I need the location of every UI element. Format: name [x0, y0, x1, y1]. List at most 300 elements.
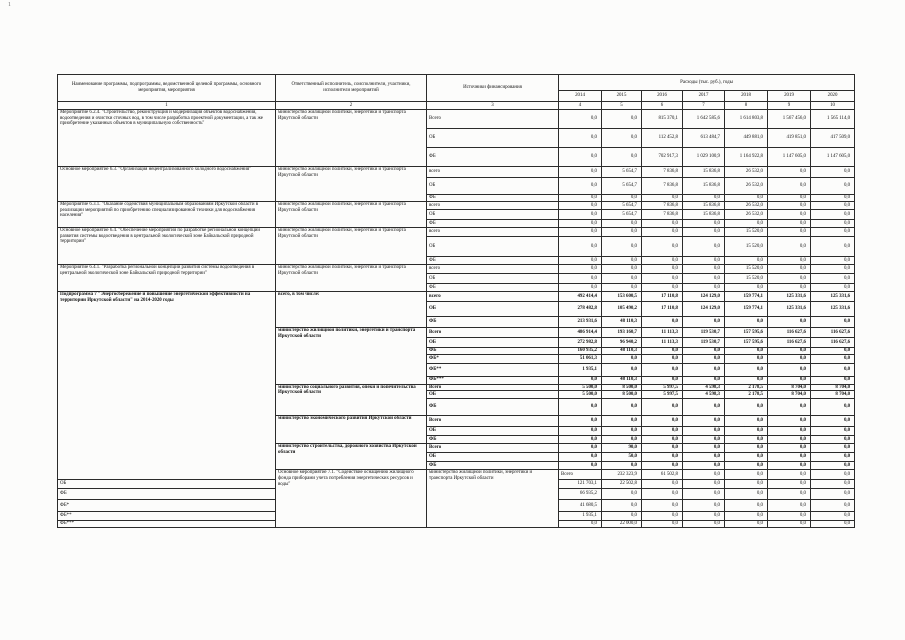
- amount-cell: 66 935,2: [559, 489, 602, 500]
- table-row: [58, 292, 855, 302]
- amount-cell: 0,0: [768, 427, 811, 436]
- program-name-cell: Мероприятие 6.4.1. "Разработка региональной концепции развития системы водоотведения в центральной экологической зоне Байкальской природной территории": [58, 265, 276, 292]
- amount-cell: 0,0: [725, 480, 768, 489]
- amount-cell: 22 502,8: [602, 480, 642, 489]
- amount-cell: 1 164 922,8: [725, 148, 768, 167]
- amount-cell: 0,0: [683, 416, 725, 427]
- amount-cell: 51 061,3: [559, 354, 602, 363]
- amount-cell: 0,0: [642, 500, 683, 512]
- amount-cell: 0,0: [559, 265, 602, 274]
- table-header: [58, 75, 855, 110]
- amount-cell: 160 935,2: [559, 348, 602, 355]
- executor-cell: министерство жилищной политики, энергетики и транспорта Иркутской области: [276, 167, 427, 202]
- amount-cell: 0,0: [683, 363, 725, 376]
- amount-cell: 22 000,0: [602, 521, 642, 528]
- amount-cell: 0,0: [683, 228, 725, 237]
- amount-cell: 125 331,6: [768, 292, 811, 302]
- amount-cell: 0,0: [811, 453, 855, 462]
- amount-cell: 0,0: [725, 195, 768, 202]
- amount-cell: 112 452,8: [642, 129, 683, 148]
- amount-cell: 8 704,0: [811, 391, 855, 399]
- executor-cell: министерство жилищной политики, энергетики и транспорта Иркутской области: [276, 265, 427, 292]
- program-name-cell: Основное мероприятие 6.3. "Организация нецентрализованного холодного водоснабжения": [58, 167, 276, 202]
- amount-cell: 0,0: [768, 210, 811, 220]
- amount-cell: 419 851,0: [768, 129, 811, 148]
- header-expenses: Расходы (тыс. руб.), годы: [559, 75, 855, 91]
- amount-cell: 0,0: [683, 480, 725, 489]
- amount-cell: 1 614 803,8: [725, 110, 768, 129]
- funding-source-cell: ФБ: [427, 317, 559, 328]
- amount-cell: 1 935,1: [559, 363, 602, 376]
- amount-cell: 0,0: [602, 228, 642, 237]
- funding-source-cell: ОБ: [427, 129, 559, 148]
- amount-cell: 0,0: [768, 521, 811, 528]
- amount-cell: 0,0: [642, 444, 683, 453]
- amount-cell: 0,0: [725, 348, 768, 355]
- amount-cell: 0,0: [602, 237, 642, 257]
- amount-cell: 0,0: [683, 521, 725, 528]
- amount-cell: 0,0: [811, 317, 855, 328]
- funding-source-cell: ФБ: [427, 348, 559, 355]
- program-name-cell: Основное мероприятие 6.4. "Обеспечение мероприятий по разработке региональной концепции развития системы водоотведения в центральной экологической зоне Байкальской природной территории": [58, 228, 276, 265]
- funding-source-cell: ФБ*: [427, 354, 559, 363]
- executor-cell: всего, в том числе:: [276, 292, 427, 328]
- amount-cell: 0,0: [642, 416, 683, 427]
- executor-cell: министерство жилищной политики, энергетики и транспорта Иркутской области: [427, 470, 559, 528]
- amount-cell: 8 704,0: [768, 391, 811, 399]
- amount-cell: 50,0: [602, 453, 642, 462]
- amount-cell: 0,0: [642, 489, 683, 500]
- funding-source-cell: ФБ***: [58, 521, 276, 528]
- amount-cell: 105 490,2: [602, 302, 642, 317]
- amount-cell: 0,0: [602, 265, 642, 274]
- amount-cell: 0,0: [725, 416, 768, 427]
- amount-cell: 0,0: [559, 444, 602, 453]
- amount-cell: 11 113,3: [642, 338, 683, 348]
- amount-cell: 0,0: [559, 436, 602, 444]
- amount-cell: 7 836,8: [642, 167, 683, 178]
- amount-cell: 26 532,0: [725, 178, 768, 195]
- header-program: Наименование программы, подпрограммы, ведомственной целевой программы, основного мероприятия, мероприятия: [58, 75, 276, 102]
- funding-source-cell: ОБ: [427, 338, 559, 348]
- header-column-number: 9: [768, 102, 811, 110]
- funding-source-cell: ОБ: [427, 178, 559, 195]
- amount-cell: 0,0: [811, 444, 855, 453]
- amount-cell: 1 642 585,6: [683, 110, 725, 129]
- amount-cell: 0,0: [559, 237, 602, 257]
- funding-source-cell: ОБ: [427, 302, 559, 317]
- amount-cell: 0,0: [683, 284, 725, 292]
- amount-cell: 0,0: [725, 453, 768, 462]
- amount-cell: 4 598,3: [683, 384, 725, 391]
- amount-cell: 0,0: [683, 265, 725, 274]
- amount-cell: 116 627,6: [768, 338, 811, 348]
- amount-cell: 0,0: [725, 363, 768, 376]
- amount-cell: 5 654,7: [602, 210, 642, 220]
- header-executor: Ответственный исполнитель, соисполнители, участники, исполнители мероприятий: [276, 75, 427, 102]
- amount-cell: 0,0: [559, 202, 602, 210]
- amount-cell: 0,0: [602, 462, 642, 470]
- funding-source-cell: ОБ: [427, 453, 559, 462]
- table-row: [58, 202, 855, 210]
- amount-cell: 26 532,0: [725, 210, 768, 220]
- amount-cell: 0,0: [642, 195, 683, 202]
- funding-source-cell: Всего: [427, 416, 559, 427]
- amount-cell: 486 914,4: [559, 328, 602, 338]
- amount-cell: 0,0: [811, 462, 855, 470]
- amount-cell: 17 110,8: [642, 292, 683, 302]
- executor-cell: министерство жилищной политики, энергетики и транспорта Иркутской области: [276, 228, 427, 265]
- amount-cell: 0,0: [559, 453, 602, 462]
- funding-source-cell: всего: [427, 202, 559, 210]
- table-body: [58, 110, 855, 528]
- amount-cell: 0,0: [725, 220, 768, 228]
- amount-cell: 0,0: [559, 521, 602, 528]
- header-column-number: 2: [276, 102, 427, 110]
- table-row: [58, 110, 855, 129]
- amount-cell: 0,0: [642, 220, 683, 228]
- amount-cell: 0,0: [642, 453, 683, 462]
- amount-cell: 0,0: [683, 237, 725, 257]
- amount-cell: 0,0: [559, 110, 602, 129]
- amount-cell: 0,0: [811, 399, 855, 416]
- amount-cell: 159 774,1: [725, 292, 768, 302]
- amount-cell: 0,0: [725, 470, 768, 480]
- header-year: 2015: [602, 91, 642, 102]
- header-column-number: 4: [559, 102, 602, 110]
- table-row: [58, 228, 855, 237]
- amount-cell: 5 500,0: [559, 391, 602, 399]
- amount-cell: 0,0: [768, 348, 811, 355]
- amount-cell: 0,0: [768, 202, 811, 210]
- amount-cell: 0,0: [768, 317, 811, 328]
- header-column-number: 3: [427, 102, 559, 110]
- amount-cell: 15 836,8: [683, 178, 725, 195]
- amount-cell: 0,0: [642, 257, 683, 265]
- funding-source-cell: всего: [427, 292, 559, 302]
- amount-cell: 0,0: [559, 427, 602, 436]
- table-row: [58, 265, 855, 274]
- amount-cell: 0,0: [602, 416, 642, 427]
- funding-source-cell: ФБ: [427, 148, 559, 167]
- amount-cell: 5 654,7: [602, 178, 642, 195]
- amount-cell: 5 997,5: [642, 391, 683, 399]
- amount-cell: 90,0: [602, 444, 642, 453]
- funding-source-cell: Всего: [427, 444, 559, 453]
- amount-cell: 0,0: [602, 500, 642, 512]
- amount-cell: 0,0: [811, 167, 855, 178]
- amount-cell: 8 500,0: [602, 391, 642, 399]
- amount-cell: 492 414,4: [559, 292, 602, 302]
- funding-source-cell: ФБ: [58, 489, 276, 500]
- funding-source-cell: ОБ: [427, 210, 559, 220]
- funding-source-cell: ФБ: [427, 257, 559, 265]
- amount-cell: 26 532,0: [725, 202, 768, 210]
- amount-cell: 0,0: [642, 427, 683, 436]
- funding-source-cell: всего: [427, 228, 559, 237]
- amount-cell: 0,0: [559, 376, 602, 384]
- funding-source-cell: всего: [427, 265, 559, 274]
- amount-cell: 0,0: [559, 284, 602, 292]
- amount-cell: 8 704,0: [811, 384, 855, 391]
- table-row: [58, 167, 855, 178]
- amount-cell: 1 565 114,0: [811, 110, 855, 129]
- amount-cell: 0,0: [811, 257, 855, 265]
- amount-cell: 0,0: [642, 317, 683, 328]
- amount-cell: 0,0: [559, 220, 602, 228]
- amount-cell: 0,0: [725, 521, 768, 528]
- amount-cell: 0,0: [811, 500, 855, 512]
- amount-cell: 15 520,0: [725, 237, 768, 257]
- amount-cell: 0,0: [811, 512, 855, 521]
- executor-cell: министерство жилищной политики, энергетики и транспорта Иркутской области: [276, 202, 427, 228]
- amount-cell: 2 178,5: [725, 391, 768, 399]
- amount-cell: 5 997,5: [642, 384, 683, 391]
- amount-cell: 124 129,0: [683, 302, 725, 317]
- amount-cell: 0,0: [683, 376, 725, 384]
- amount-cell: 0,0: [602, 399, 642, 416]
- amount-cell: 0,0: [683, 220, 725, 228]
- amount-cell: 41 680,5: [559, 500, 602, 512]
- amount-cell: 278 482,8: [559, 302, 602, 317]
- funding-source-cell: ОБ: [427, 274, 559, 284]
- funding-source-cell: Всего: [427, 328, 559, 338]
- amount-cell: 0,0: [559, 228, 602, 237]
- amount-cell: 8 704,0: [768, 384, 811, 391]
- amount-cell: 61 502,8: [642, 470, 683, 480]
- executor-cell: министерство социального развития, опеки и попечительства Иркутской области: [276, 384, 427, 416]
- amount-cell: 213 931,6: [559, 317, 602, 328]
- corner-mark: 1: [8, 2, 11, 8]
- amount-cell: 0,0: [725, 354, 768, 363]
- amount-cell: 0,0: [725, 284, 768, 292]
- amount-cell: 0,0: [559, 167, 602, 178]
- amount-cell: 0,0: [768, 237, 811, 257]
- amount-cell: 4 598,3: [683, 391, 725, 399]
- amount-cell: 0,0: [602, 148, 642, 167]
- amount-cell: 0,0: [683, 427, 725, 436]
- amount-cell: 15 520,0: [725, 265, 768, 274]
- amount-cell: 0,0: [602, 110, 642, 129]
- funding-source-cell: ФБ: [427, 399, 559, 416]
- amount-cell: 0,0: [642, 512, 683, 521]
- amount-cell: 7 836,8: [642, 178, 683, 195]
- amount-cell: 0,0: [559, 148, 602, 167]
- amount-cell: 11 113,3: [642, 328, 683, 338]
- amount-cell: 0,0: [559, 195, 602, 202]
- funding-source-cell: ФБ**: [427, 363, 559, 376]
- amount-cell: 96 940,2: [602, 338, 642, 348]
- amount-cell: 0,0: [725, 317, 768, 328]
- amount-cell: 116 627,6: [811, 338, 855, 348]
- amount-cell: 0,0: [725, 427, 768, 436]
- amount-cell: 0,0: [768, 462, 811, 470]
- amount-cell: 124 129,0: [683, 292, 725, 302]
- header-year: 2018: [725, 91, 768, 102]
- amount-cell: 2 178,5: [725, 384, 768, 391]
- amount-cell: 0,0: [602, 129, 642, 148]
- program-name-cell: Мероприятие 6.3.1. "Оказание содействия муниципальным образованиям Иркутской области в реализации мероприятий по приобретению специализированной техники для водоснабжения населения": [58, 202, 276, 228]
- amount-cell: 159 774,1: [725, 302, 768, 317]
- amount-cell: 0,0: [768, 436, 811, 444]
- amount-cell: 0,0: [683, 399, 725, 416]
- amount-cell: 417 509,0: [811, 129, 855, 148]
- amount-cell: 0,0: [725, 376, 768, 384]
- amount-cell: 48 110,3: [602, 348, 642, 355]
- funding-source-cell: ФБ***: [427, 376, 559, 384]
- amount-cell: 0,0: [559, 257, 602, 265]
- amount-cell: 0,0: [768, 265, 811, 274]
- amount-cell: 0,0: [642, 348, 683, 355]
- amount-cell: 0,0: [768, 444, 811, 453]
- amount-cell: 193 160,7: [602, 328, 642, 338]
- amount-cell: 5 654,7: [602, 167, 642, 178]
- amount-cell: 0,0: [768, 257, 811, 265]
- amount-cell: 1 029 100,9: [683, 148, 725, 167]
- amount-cell: 0,0: [602, 274, 642, 284]
- amount-cell: 449 881,0: [725, 129, 768, 148]
- amount-cell: 0,0: [642, 436, 683, 444]
- header-year: 2016: [642, 91, 683, 102]
- funding-source-cell: Всего: [559, 470, 602, 480]
- amount-cell: 0,0: [811, 195, 855, 202]
- amount-cell: 0,0: [559, 462, 602, 470]
- amount-cell: 119 530,7: [683, 338, 725, 348]
- amount-cell: 1 147 605,0: [811, 148, 855, 167]
- amount-cell: 0,0: [683, 257, 725, 265]
- executor-cell: министерство жилищной политики, энергетики и транспорта Иркутской области: [276, 110, 427, 167]
- amount-cell: 0,0: [683, 462, 725, 470]
- amount-cell: 702 917,3: [642, 148, 683, 167]
- funding-source-cell: ОБ: [427, 391, 559, 399]
- amount-cell: 0,0: [559, 416, 602, 427]
- funding-source-cell: Всего: [427, 110, 559, 129]
- amount-cell: 0,0: [559, 129, 602, 148]
- amount-cell: 0,0: [602, 363, 642, 376]
- amount-cell: 48 110,3: [602, 376, 642, 384]
- amount-cell: 0,0: [811, 363, 855, 376]
- amount-cell: 0,0: [642, 354, 683, 363]
- amount-cell: 0,0: [811, 178, 855, 195]
- amount-cell: 0,0: [768, 399, 811, 416]
- amount-cell: 0,0: [683, 500, 725, 512]
- amount-cell: 0,0: [642, 265, 683, 274]
- amount-cell: 0,0: [642, 274, 683, 284]
- amount-cell: 1 935,1: [559, 512, 602, 521]
- amount-cell: 0,0: [559, 178, 602, 195]
- amount-cell: 0,0: [559, 274, 602, 284]
- amount-cell: 0,0: [768, 470, 811, 480]
- funding-source-cell: ФБ: [427, 436, 559, 444]
- amount-cell: 157 595,6: [725, 338, 768, 348]
- amount-cell: 0,0: [768, 376, 811, 384]
- amount-cell: 0,0: [683, 317, 725, 328]
- amount-cell: 0,0: [725, 512, 768, 521]
- amount-cell: 232 323,9: [602, 470, 642, 480]
- amount-cell: 0,0: [642, 363, 683, 376]
- amount-cell: 0,0: [602, 284, 642, 292]
- executor-cell: министерство жилищной политики, энергетики и транспорта Иркутской области: [276, 328, 427, 385]
- amount-cell: 0,0: [768, 354, 811, 363]
- funding-source-cell: ОБ: [427, 427, 559, 436]
- amount-cell: 0,0: [683, 444, 725, 453]
- amount-cell: 0,0: [811, 376, 855, 384]
- funding-source-cell: ФБ**: [58, 512, 276, 521]
- amount-cell: 1 567 456,0: [768, 110, 811, 129]
- amount-cell: 0,0: [811, 521, 855, 528]
- header-column-number: 6: [642, 102, 683, 110]
- funding-source-cell: ФБ: [427, 462, 559, 470]
- amount-cell: 0,0: [811, 228, 855, 237]
- amount-cell: 157 595,6: [725, 328, 768, 338]
- amount-cell: 1 147 605,0: [768, 148, 811, 167]
- funding-table: [57, 74, 855, 528]
- amount-cell: 0,0: [811, 489, 855, 500]
- amount-cell: 125 331,6: [768, 302, 811, 317]
- funding-source-cell: ФБ: [427, 284, 559, 292]
- amount-cell: 0,0: [559, 399, 602, 416]
- header-column-number: 7: [683, 102, 725, 110]
- amount-cell: 0,0: [602, 257, 642, 265]
- amount-cell: 0,0: [642, 237, 683, 257]
- program-name-cell: Мероприятие 6.2.4. "Строительство, реконструкция и модернизация объектов водоснабжения, водоотведения и очистки сточных вод, в том числе разработка проектной документации, а так же приобретение указанных объектов в муниципальную собственность": [58, 110, 276, 167]
- funding-source-cell: всего: [427, 167, 559, 178]
- amount-cell: 0,0: [642, 462, 683, 470]
- executor-cell: министерство экономического развития Иркутской области: [276, 416, 427, 444]
- amount-cell: 0,0: [683, 489, 725, 500]
- amount-cell: 125 331,6: [811, 292, 855, 302]
- amount-cell: 0,0: [811, 470, 855, 480]
- amount-cell: 0,0: [768, 453, 811, 462]
- header-year: 2019: [768, 91, 811, 102]
- amount-cell: 0,0: [768, 500, 811, 512]
- amount-cell: 0,0: [768, 512, 811, 521]
- header-column-number: 5: [602, 102, 642, 110]
- amount-cell: 0,0: [768, 363, 811, 376]
- amount-cell: 0,0: [602, 436, 642, 444]
- amount-cell: 0,0: [642, 228, 683, 237]
- amount-cell: 17 110,8: [642, 302, 683, 317]
- amount-cell: 0,0: [602, 220, 642, 228]
- amount-cell: 0,0: [725, 444, 768, 453]
- amount-cell: 0,0: [642, 521, 683, 528]
- amount-cell: 15 836,8: [683, 202, 725, 210]
- amount-cell: 0,0: [768, 274, 811, 284]
- amount-cell: 0,0: [725, 462, 768, 470]
- amount-cell: 0,0: [642, 376, 683, 384]
- amount-cell: 48 110,3: [602, 317, 642, 328]
- funding-source-cell: ФБ*: [58, 500, 276, 512]
- funding-source-cell: Всего: [427, 384, 559, 391]
- amount-cell: 125 331,6: [811, 302, 855, 317]
- amount-cell: 7 836,8: [642, 202, 683, 210]
- header-year: 2014: [559, 91, 602, 102]
- amount-cell: 0,0: [602, 512, 642, 521]
- amount-cell: 0,0: [768, 284, 811, 292]
- amount-cell: 153 600,5: [602, 292, 642, 302]
- amount-cell: 5 654,7: [602, 202, 642, 210]
- amount-cell: 0,0: [768, 195, 811, 202]
- executor-cell: министерство строительства, дорожного хозяйства Иркутской области: [276, 444, 427, 470]
- amount-cell: 0,0: [683, 470, 725, 480]
- amount-cell: 0,0: [725, 500, 768, 512]
- program-name-cell: Основное мероприятие 7.1. "Содействие оснащению жилищного фонда приборами учета потребления энергетических ресурсов и воды": [276, 470, 427, 528]
- amount-cell: 121 703,1: [559, 480, 602, 489]
- amount-cell: 0,0: [725, 489, 768, 500]
- amount-cell: 0,0: [642, 284, 683, 292]
- amount-cell: 0,0: [642, 399, 683, 416]
- amount-cell: 0,0: [725, 399, 768, 416]
